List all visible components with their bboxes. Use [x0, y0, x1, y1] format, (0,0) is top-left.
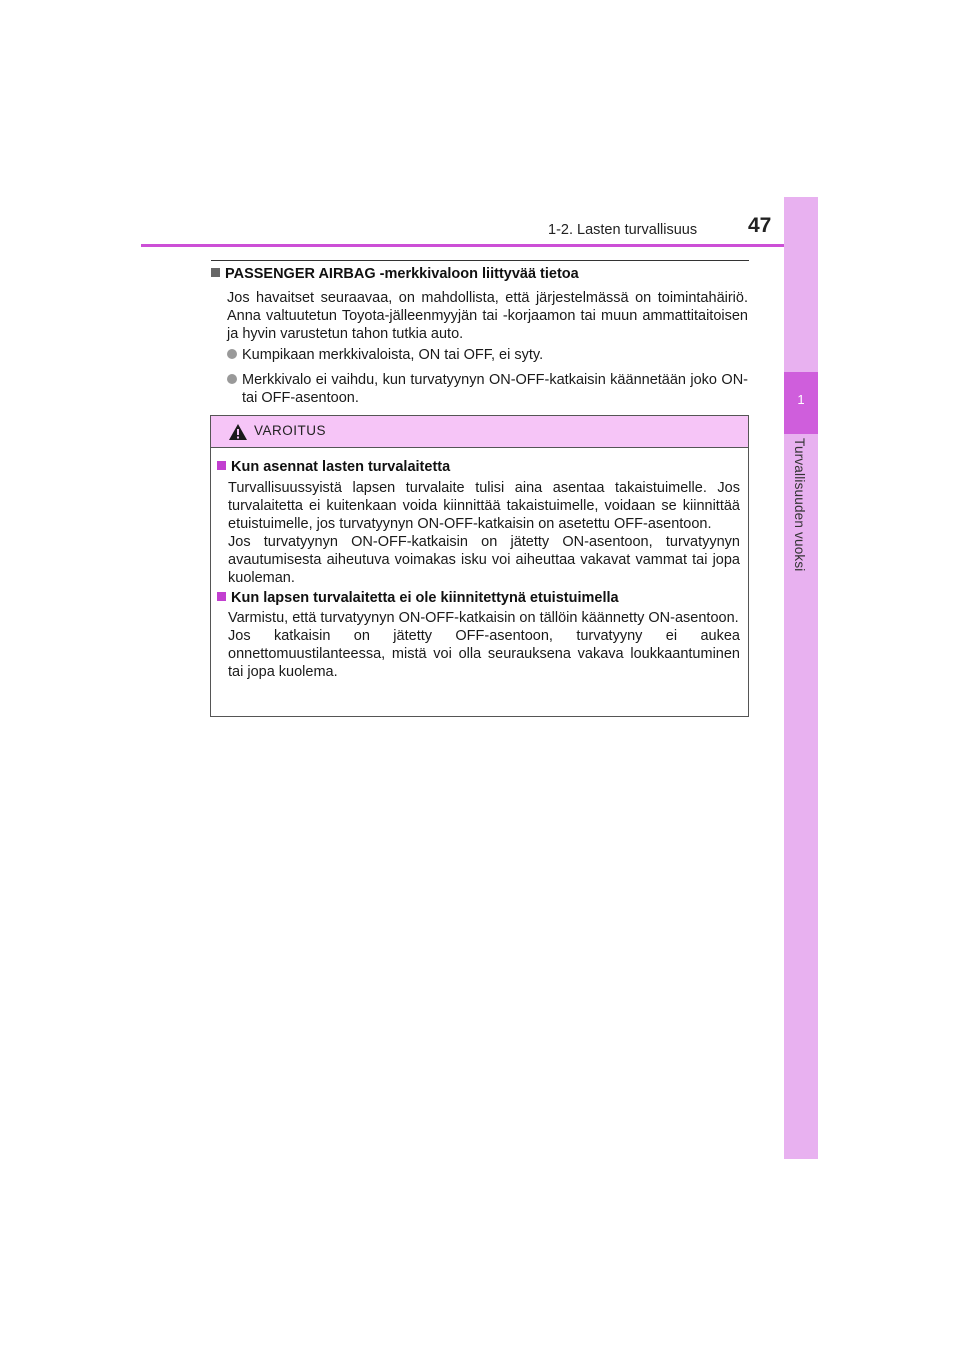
square-bullet-icon	[217, 461, 226, 470]
chapter-title: Turvallisuuden vuoksi	[792, 438, 807, 572]
page-number: 47	[748, 214, 772, 237]
list-item-text: Kumpikaan merkkivaloista, ON tai OFF, ei syty.	[242, 347, 544, 363]
section-heading	[211, 266, 579, 282]
warning-body	[228, 479, 740, 587]
round-bullet-icon	[227, 374, 237, 384]
section-intro: Jos havaitset seuraavaa, on mahdollista, että järjestelmässä on toimintahäiriö. Anna valtuutetun Toyota-jälleenmyyjän tai -korjaamon tai muun ammattitaitoisen ja hyvin varustetun tahon tutkia auto.	[227, 290, 748, 342]
warning-paragraph: Turvallisuussyistä lapsen turvalaite tulisi aina asentaa takaistuimelle. Jos turvalaitetta ei kuitenkaan voida kiinnittää takaistuimelle, voidaan se kiinnittää etuistuimelle, jos turvatyynyn ON-OFF-katkaisin on asetettu OFF-asentoon.	[228, 480, 740, 532]
warning-paragraph: Jos katkaisin on jätetty OFF-asentoon, turvatyyny ei aukea onnettomuustilanteessa, mistä voi olla seurauksena vakava loukkaantuminen tai jopa kuolema.	[228, 628, 740, 680]
warning-title: VAROITUS	[254, 423, 327, 438]
section-divider	[211, 260, 749, 261]
chapter-side-tab	[784, 197, 818, 1159]
header-section-title: 1-2. Lasten turvallisuus	[548, 222, 698, 238]
round-bullet-icon	[227, 349, 237, 359]
warning-subheading	[217, 459, 450, 475]
warning-paragraph: Jos turvatyynyn ON-OFF-katkaisin on jätetty ON-asentoon, turvatyynyn avautumisesta aiheutuva voimakas isku voi aiheuttaa vakavat vammat tai jopa kuoleman.	[228, 534, 740, 586]
header-divider	[141, 244, 818, 247]
warning-subheading	[217, 590, 619, 606]
chapter-number: 1	[797, 392, 805, 407]
warning-body	[228, 609, 740, 681]
warning-box	[210, 415, 749, 717]
warning-subheading-text: Kun lapsen turvalaitetta ei ole kiinnitettynä etuistuimella	[231, 590, 619, 606]
list-item	[227, 346, 748, 364]
list-item-text: Merkkivalo ei vaihdu, kun turvatyynyn ON-OFF-katkaisin käännetään joko ON- tai OFF-asentoon.	[242, 372, 748, 406]
list-item	[227, 371, 748, 407]
square-bullet-icon	[211, 268, 220, 277]
square-bullet-icon	[217, 592, 226, 601]
warning-paragraph: Varmistu, että turvatyynyn ON-OFF-katkaisin on tällöin käännetty ON-asentoon.	[228, 610, 739, 626]
warning-subheading-text: Kun asennat lasten turvalaitetta	[231, 459, 451, 475]
warning-triangle-icon	[228, 423, 248, 446]
section-heading-text: PASSENGER AIRBAG -merkkivaloon liittyvää tietoa	[225, 266, 579, 282]
warning-header	[211, 416, 748, 448]
